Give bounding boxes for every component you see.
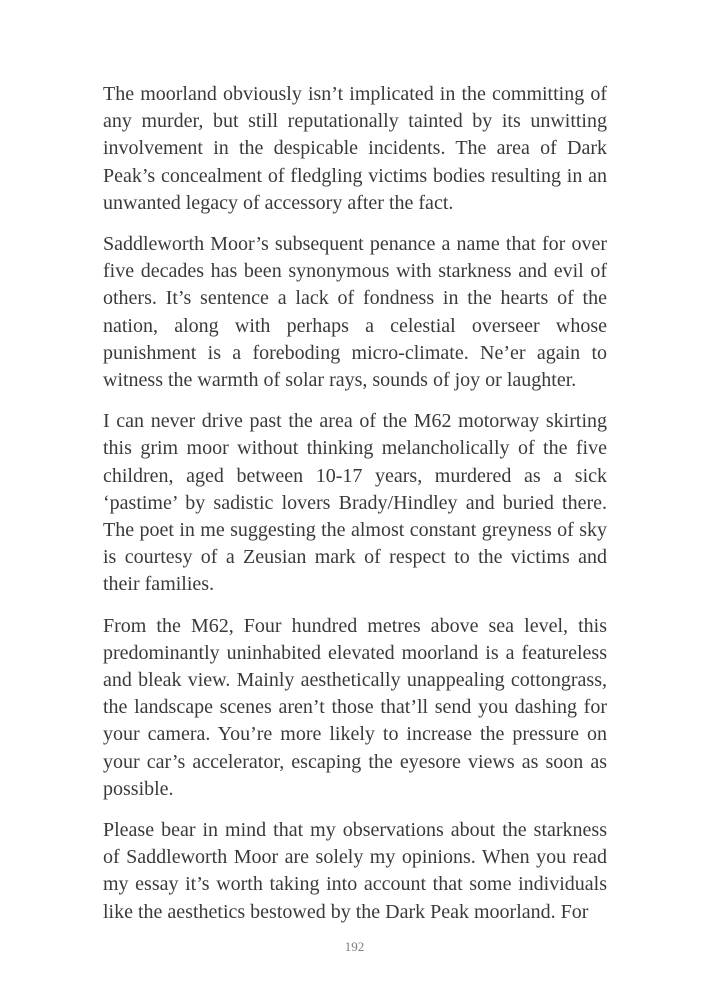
paragraph-5: Please bear in mind that my observations about the starkness of Saddleworth Moor are solely my opinions. When you read my essay it’s worth taking into account that some individuals like the aesthetics bestowed by the Dark Peak moorland. For — [103, 819, 607, 923]
paragraph-3: I can never drive past the area of the M62 motorway skirting this grim moor without thinking melancholically of the five children, aged between 10-17 years, murdered as a sick ‘pastime’ by sadistic lovers Brady/Hindley and buried there. The poet in me suggesting the almost constant greyness of sky is courtesy of a Zeusian mark of respect to the victims and their families. — [103, 410, 607, 596]
page-number: 192 — [344, 939, 365, 954]
page-footer — [0, 938, 709, 956]
paragraph-1: The moorland obviously isn’t implicated in the committing of any murder, but still reputationally tainted by its unwitting involvement in the despicable incidents. The area of Dark Peak’s concealment of fledgling victims bodies resulting in an unwanted legacy of accessory after the fact. — [103, 83, 607, 214]
page-text — [103, 81, 607, 940]
paragraph-2: Saddleworth Moor’s subsequent penance a name that for over five decades has been synonymous with starkness and evil of others. It’s sentence a lack of fondness in the hearts of the nation, along with perhaps a celestial overseer whose punishment is a foreboding micro-climate. Ne’er again to witness the warmth of solar rays, sounds of joy or laughter. — [103, 233, 607, 392]
paragraph-4: From the M62, Four hundred metres above sea level, this predominantly uninhabited elevated moorland is a featureless and bleak view. Mainly aesthetically unappealing cottongrass, the landscape scenes aren’t those that’ll send you dashing for your camera. You’re more likely to increase the pressure on your car’s accelerator, escaping the eyesore views as soon as possible. — [103, 614, 607, 800]
